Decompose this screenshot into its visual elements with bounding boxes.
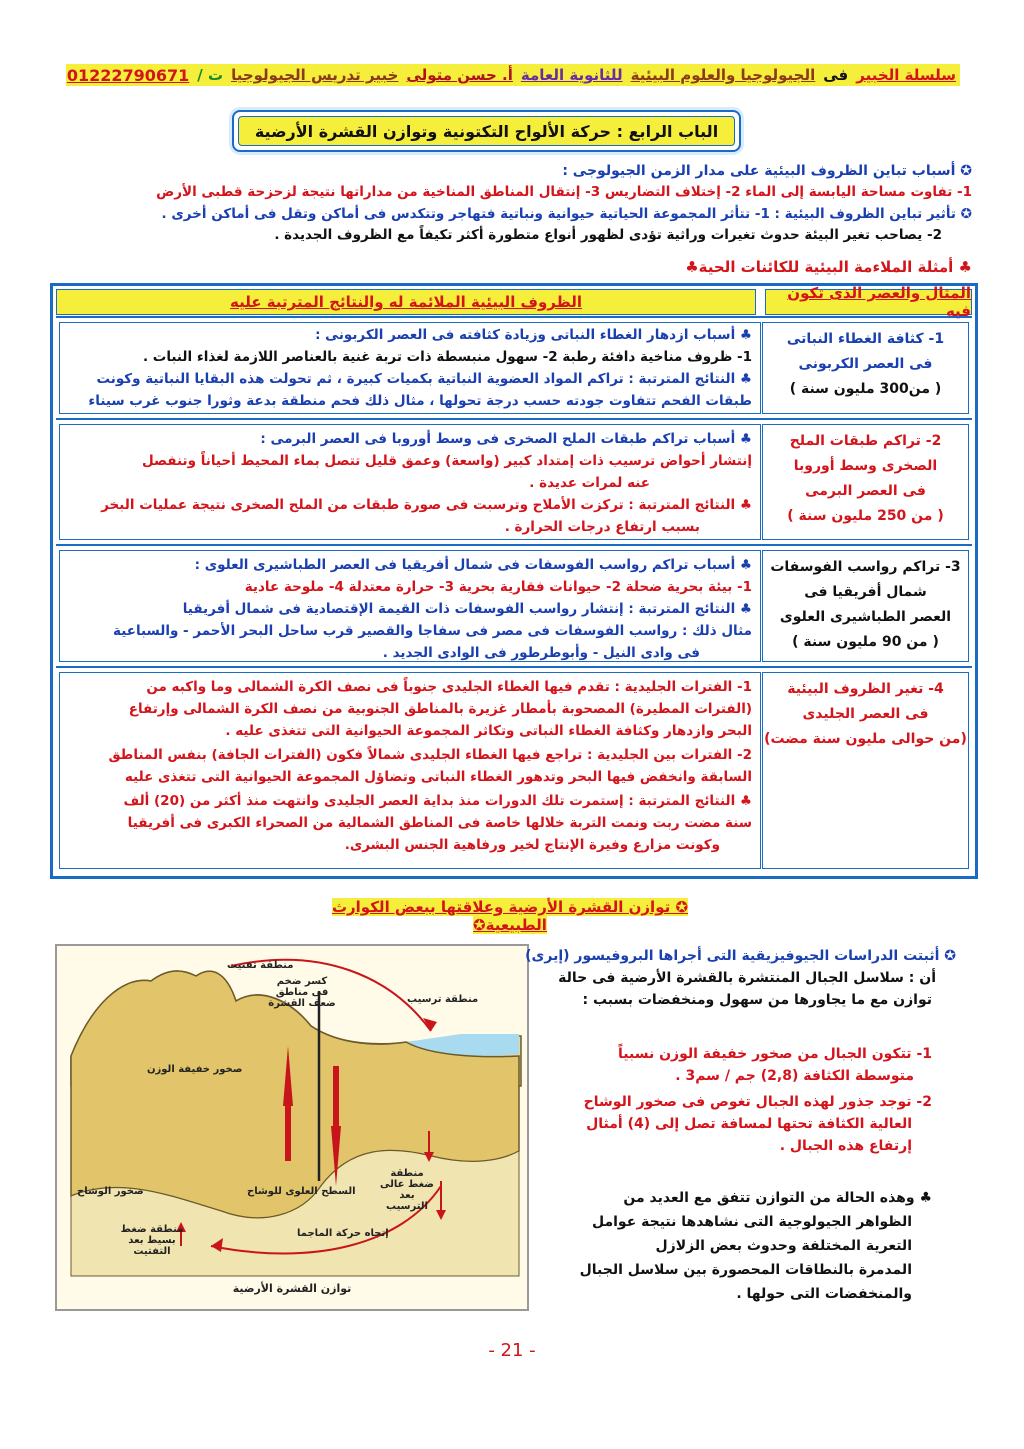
expert-title: خبير تدريس الجيولوجيا bbox=[231, 66, 399, 84]
row3-line: فى وادى النيل - وأبوطرطور فى الوادى الجديد . bbox=[382, 645, 700, 661]
table-row-carboniferous bbox=[56, 316, 972, 418]
table-row-permian bbox=[56, 418, 972, 544]
row4-line: سنة مضت ربت ونمت التربة خلالها خاصة فى المناطق الشمالية من الصحراء الكبرى فى أفريقيا bbox=[127, 815, 752, 831]
airy-point-1a: 1- تتكون الجبال من صخور خفيفة الوزن نسبياً bbox=[618, 1046, 932, 1062]
row4-line: 2- الفترات بين الجليدية : تراجع فيها الغطاء الجليدى شمالاً فكون (الفترات الجافة) بنفس المناطق bbox=[108, 747, 752, 763]
diagram-caption: توازن القشرة الأرضية bbox=[232, 1282, 352, 1295]
label-magma: إتجاه حركة الماجما bbox=[297, 1228, 389, 1239]
row2-line: ♣ أسباب تراكم طبقات الملح الصخرى فى وسط أوروبا فى العصر البرمى : bbox=[260, 431, 752, 447]
row2-example-line: الصخرى وسط أوروبا bbox=[793, 458, 938, 474]
row2-line: إنتشار أحواض ترسيب ذات إمتداد كبير (واسعة) وعمق قليل تتصل بماء المحيط أحياناً وتنفصل bbox=[141, 453, 752, 469]
airy-conclusion-2: الظواهر الجيولوجية التى نشاهدها نتيجة عوامل bbox=[591, 1214, 912, 1230]
label-fracture: كسر ضخم فى مناطق ضعف القشرة bbox=[268, 976, 336, 1009]
row1-line: ♣ أسباب ازدهار الغطاء النباتى وزيادة كثافته فى العصر الكربونى : bbox=[315, 327, 752, 343]
row3-line: مثال ذلك : رواسب الفوسفات فى مصر فى سفاجا والقصير قرب ساحل البحر الأحمر - والسباعية bbox=[113, 623, 752, 639]
row1-line: طبقات الفحم تتفاوت جودته حسب درجة تحولها ، مثال ذلك فحم منطقة بدعة وثورا جنوب غرب سيناء bbox=[88, 393, 752, 409]
grade-name: للثانوية العامة bbox=[520, 66, 623, 84]
row1-example bbox=[762, 322, 969, 414]
row4-example bbox=[762, 672, 969, 869]
row3-example bbox=[762, 550, 969, 662]
page-number: - 21 - bbox=[488, 1340, 536, 1361]
causes-title: ✪ أسباب تباين الظروف البيئية على مدار الزمن الجيولوجى : bbox=[562, 163, 972, 179]
row4-line: 1- الفترات الجليدية : تقدم فيها الغطاء الجليدى جنوباً فى نصف الكرة الشمالى وما واكبه من bbox=[146, 679, 752, 695]
section2-title-text: ✪ توازن القشرة الأرضية وعلاقتها ببعض الكوارث الطبيعية✪ bbox=[331, 898, 689, 934]
row1-example-line: ( من300 مليون سنة ) bbox=[789, 381, 942, 397]
isostasy-diagram bbox=[55, 944, 529, 1311]
table-header-example: المثال والعصر الذى تكون فيه bbox=[765, 289, 972, 315]
row2-example bbox=[762, 424, 969, 540]
header-bar bbox=[66, 64, 960, 86]
row4-example-line: (من حوالى مليون سنة مضت) bbox=[764, 731, 967, 747]
row1-content bbox=[59, 322, 761, 414]
teacher-name: أ. حسن متولى bbox=[406, 66, 513, 84]
label-low-pressure: منطقة ضغط بسيط بعد التفتيت bbox=[120, 1224, 184, 1257]
row3-example-line: 3- تراكم رواسب الفوسفات bbox=[770, 559, 961, 575]
label-high-pressure: منطقة ضغط عالى بعد الترسيب bbox=[380, 1168, 434, 1212]
airy-line-3: توازن مع ما يجاورها من سهول ومنخفضات بسبب : bbox=[582, 992, 932, 1008]
effect-line-1: ✪ تأثير تباين الظروف البيئية : 1- تتأثر المجموعة الحياتية حيوانية ونباتية فتهاجر وتتكدس فى أماكن وتقل فى أماكن أخرى . bbox=[161, 206, 972, 222]
row4-line: البحر وازدهار وكثافة الغطاء النباتى وتكاثر المجموعة الحيوانية التى تتغذى عليه . bbox=[225, 723, 752, 739]
airy-conclusion-3: التعرية المختلفة وحدوث بعض الزلازل bbox=[655, 1238, 912, 1254]
row2-example-line: ( من 250 مليون سنة ) bbox=[787, 508, 944, 524]
row3-example-line: العصر الطباشيرى العلوى bbox=[779, 609, 952, 625]
airy-point-2c: إرتفاع هذه الجبال . bbox=[779, 1138, 912, 1154]
airy-point-2a: 2- توجد جذور لهذه الجبال تغوص فى صخور الوشاح bbox=[583, 1094, 932, 1110]
label-light-rocks: صخور خفيفة الوزن bbox=[147, 1064, 243, 1075]
row4-example-line: 4- تغير الظروف البيئية bbox=[787, 681, 944, 697]
chapter-title: الباب الرابع : حركة الألواح التكتونية وتوازن القشرة الأرضية bbox=[238, 116, 735, 146]
row2-content bbox=[59, 424, 761, 540]
label-mantle-rocks: صخور الوشاح bbox=[77, 1186, 144, 1197]
label-deposition: منطقة ترسيب bbox=[407, 994, 479, 1005]
airy-line-1: ✪ أثبتت الدراسات الجيوفيزيقية التى أجراها البروفيسور (إيرى) bbox=[525, 948, 956, 964]
row4-line: السابقة وانخفض فيها البحر وتدهور الغطاء النباتى وتضاؤل المجموعة الحيوانية التى تتغذى عليه bbox=[124, 769, 752, 785]
row3-line: ♣ أسباب تراكم رواسب الفوسفات فى شمال أفريقيا فى العصر الطباشيرى العلوى : bbox=[194, 557, 752, 573]
airy-conclusion-1: ♣ وهذه الحالة من التوازن تتفق مع العديد من bbox=[623, 1190, 932, 1206]
series-name: سلسلة الخبير bbox=[856, 66, 956, 84]
examples-table bbox=[50, 283, 978, 879]
airy-point-1b: متوسطة الكثافة (2,8) جم / سم3 . bbox=[675, 1068, 914, 1084]
row3-example-line: شمال أفريقيا فى bbox=[804, 584, 927, 600]
row3-line: 1- بيئة بحرية ضحلة 2- حيوانات فقارية بحرية 3- حرارة معتدلة 4- ملوحة عادية bbox=[244, 579, 752, 595]
subject-name: الجيولوجيا والعلوم البيئية bbox=[630, 66, 816, 84]
row3-content bbox=[59, 550, 761, 662]
row1-example-line: 1- كثافة الغطاء النباتى bbox=[786, 331, 945, 347]
label-upper-mantle: السطح العلوى للوشاح bbox=[247, 1186, 356, 1197]
table-header-conditions: الظروف البيئية الملائمة له والنتائج المترتبة عليه bbox=[56, 289, 756, 315]
tel-label: ت / bbox=[197, 66, 224, 84]
table-row-cretaceous bbox=[56, 544, 972, 666]
chapter-title-box bbox=[232, 110, 741, 152]
row4-line: وكونت مزارع وفيرة الإنتاج لخير ورفاهية الجنس البشرى. bbox=[344, 837, 720, 853]
row1-line: 1- ظروف مناخية دافئة رطبة 2- سهول منبسطة ذات تربة غنية بالعناصر اللازمة لغذاء النبات . bbox=[142, 349, 752, 365]
row2-line: عنه لمرات عديدة . bbox=[529, 475, 650, 491]
row4-content bbox=[59, 672, 761, 869]
in-word: فى bbox=[823, 66, 849, 84]
row1-line: ♣ النتائج المترتبة : تراكم المواد العضوية النباتية بكميات كبيرة ، ثم تحولت هذه البقايا النباتية وكونت bbox=[96, 371, 752, 387]
label-erosion: منطقة تفتيت bbox=[227, 960, 294, 971]
section2-title bbox=[300, 898, 720, 934]
row2-example-line: فى العصر البرمى bbox=[805, 483, 926, 499]
row4-line: (الفترات المطيرة) المصحوبة بأمطار غزيرة بالمناطق الجنوبية من نصف الكرة الشمالى وإرتفاع bbox=[128, 701, 752, 717]
causes-line: 1- تفاوت مساحة اليابسة إلى الماء 2- إختلاف التضاريس 3- إنتقال المناطق المناخية من مداراتها نتيجة لزحزحة قطبى الأرض bbox=[156, 184, 972, 200]
effect-line-2: 2- يصاحب تغير البيئة حدوث تغيرات وراثية تؤدى لظهور أنواع متطورة أكثر تكيفاً مع الظروف الجديدة . bbox=[274, 227, 942, 243]
row2-line: بسبب ارتفاع درجات الحرارة . bbox=[504, 519, 700, 535]
table-row-ice-age bbox=[56, 666, 972, 873]
row4-example-line: فى العصر الجليدى bbox=[802, 706, 929, 722]
row4-line: ♣ النتائج المترتبة : إستمرت تلك الدورات منذ بداية العصر الجليدى وانتهت منذ أكثر من (20) ألف bbox=[123, 793, 752, 809]
airy-line-2: أن : سلاسل الجبال المنتشرة بالقشرة الأرضية فى حالة bbox=[558, 970, 936, 986]
airy-point-2b: العالية الكثافة تحتها لمسافة تصل إلى (4) أمثال bbox=[586, 1116, 912, 1132]
examples-title: ♣ أمثلة الملاءمة البيئية للكائنات الحية♣ bbox=[685, 258, 972, 276]
phone-number: 01222790671 bbox=[66, 65, 190, 85]
row3-example-line: ( من 90 مليون سنة ) bbox=[792, 634, 939, 650]
row2-line: ♣ النتائج المترتبة : تركزت الأملاح وترسبت فى صورة طبقات من الملح الصخرى نتيجة عمليات البخر bbox=[101, 497, 752, 513]
row2-example-line: 2- تراكم طبقات الملح bbox=[789, 433, 942, 449]
row1-example-line: فى العصر الكربونى bbox=[798, 356, 933, 372]
airy-conclusion-4: المدمرة بالنطاقات المحصورة بين سلاسل الجبال bbox=[579, 1262, 912, 1278]
row3-line: ♣ النتائج المترتبة : إنتشار رواسب الفوسفات ذات القيمة الإقتصادية فى شمال أفريقيا bbox=[182, 601, 752, 617]
airy-conclusion-5: والمنخفضات التى حولها . bbox=[736, 1286, 912, 1302]
